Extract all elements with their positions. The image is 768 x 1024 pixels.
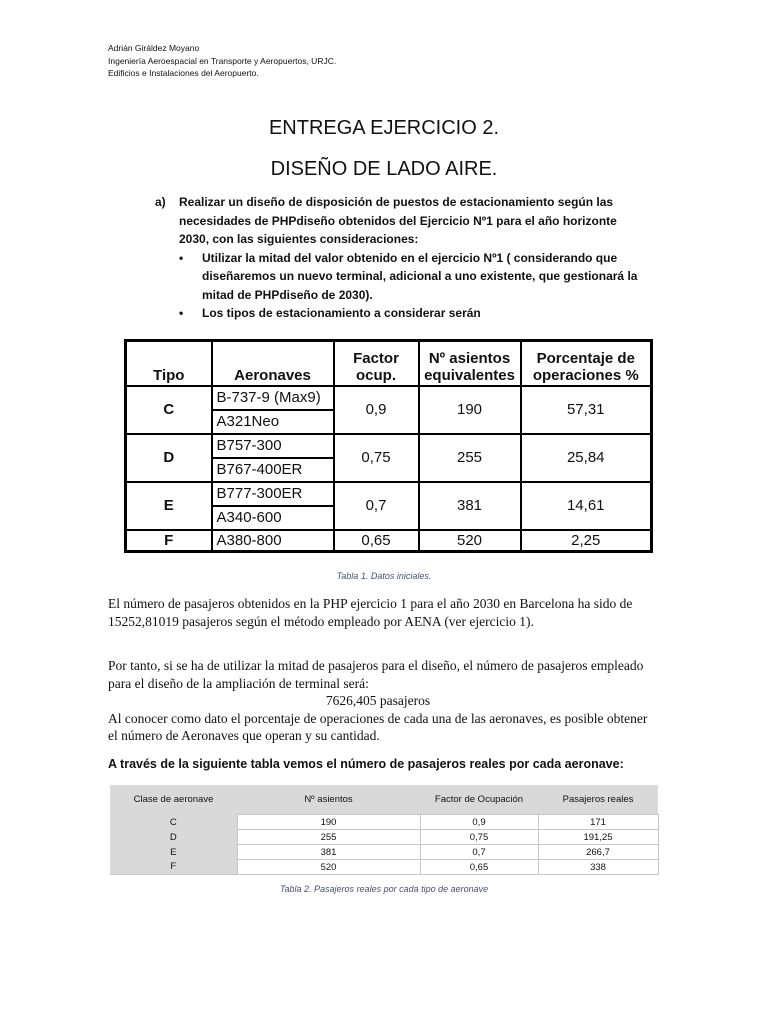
document-header	[108, 42, 336, 80]
aircraft-cell: A340-600	[212, 506, 334, 530]
porcentaje-cell: 57,31	[521, 386, 652, 434]
tipo-cell: E	[126, 482, 212, 530]
aircraft-cell: B-737-9 (Max9)	[212, 386, 334, 410]
asientos-cell: 255	[419, 434, 521, 482]
passengers-cell: 171	[538, 815, 658, 830]
factor-cell: 0,7	[334, 482, 419, 530]
paragraph-1: El número de pasajeros obtenidos en la PHP ejercicio 1 para el año 2030 en Barcelona ha sido de 15252,81019 pasajeros según el método empleado por AENA (ver ejercicio 1).	[108, 596, 633, 629]
list-item	[179, 249, 645, 305]
seats-cell: 520	[237, 860, 420, 875]
factor-cell: 0,7	[420, 845, 538, 860]
section-subhead: A través de la siguiente tabla vemos el número de pasajeros reales por cada aeronave:	[108, 757, 624, 771]
page-subtitle: DISEÑO DE LADO AIRE.	[270, 158, 498, 180]
passengers-cell: 266,7	[538, 845, 658, 860]
header-clase: Clase de aeronave	[110, 785, 237, 815]
paragraph-2: Por tanto, si se ha de utilizar la mitad de pasajeros para el diseño, el número de pasajeros empleado para el diseño de la ampliación de terminal será:	[108, 658, 644, 691]
aircraft-cell: B777-300ER	[212, 482, 334, 506]
seats-cell: 190	[237, 815, 420, 830]
question-block	[155, 193, 645, 323]
passengers-cell: 338	[538, 860, 658, 875]
factor-cell: 0,65	[420, 860, 538, 875]
class-cell: C	[110, 815, 237, 830]
course-name: Edificios e Instalaciones del Aeropuerto.	[108, 68, 259, 78]
header-aeronaves: Aeronaves	[212, 341, 334, 386]
table-row	[126, 386, 652, 410]
header-pasajeros: Pasajeros reales	[538, 785, 658, 815]
real-passengers-table	[110, 785, 659, 875]
factor-cell: 0,75	[420, 830, 538, 845]
table-row	[110, 830, 658, 845]
page-title: ENTREGA EJERCICIO 2.	[268, 117, 500, 139]
author-name: Adrián Giráldez Moyano	[108, 43, 200, 53]
tipo-cell: F	[126, 530, 212, 552]
table-row	[110, 860, 658, 875]
question-letter: a)	[155, 195, 166, 209]
header-asientos: Nº asientos	[237, 785, 420, 815]
asientos-cell: 381	[419, 482, 521, 530]
factor-cell: 0,65	[334, 530, 419, 552]
table-row	[126, 434, 652, 458]
class-cell: D	[110, 830, 237, 845]
bullet-icon: •	[179, 306, 184, 320]
header-porcentaje: Porcentaje de operaciones %	[521, 341, 652, 386]
header-tipo: Tipo	[126, 341, 212, 386]
tipo-cell: D	[126, 434, 212, 482]
tipo-cell: C	[126, 386, 212, 434]
paragraph-2-block	[108, 657, 648, 745]
factor-cell: 0,9	[420, 815, 538, 830]
factor-cell: 0,75	[334, 434, 419, 482]
table-row	[126, 530, 652, 552]
table2-caption: Tabla 2. Pasajeros reales por cada tipo de aeronave	[279, 884, 489, 894]
paragraph-3: Al conocer como dato el porcentaje de operaciones de cada una de las aeronaves, es posible obtener el número de Aeronaves que operan y su cantidad.	[108, 710, 648, 743]
passengers-cell: 191,25	[538, 830, 658, 845]
aircraft-cell: B757-300	[212, 434, 334, 458]
aircraft-cell: A380-800	[212, 530, 334, 552]
porcentaje-cell: 25,84	[521, 434, 652, 482]
header-asientos: Nº asientos equivalentes	[419, 341, 521, 386]
class-cell: E	[110, 845, 237, 860]
bullet-text: Los tipos de estacionamiento a considerar serán	[202, 306, 481, 320]
bullet-list	[155, 249, 645, 323]
bullet-icon: •	[179, 250, 184, 265]
asientos-cell: 190	[419, 386, 521, 434]
passenger-value: 7626,405 pasajeros	[325, 693, 431, 708]
header-factor: Factor ocup.	[334, 341, 419, 386]
table-row	[110, 815, 658, 830]
degree-name: Ingeniería Aeroespacial en Transporte y Aeropuertos, URJC.	[108, 55, 337, 66]
factor-cell: 0,9	[334, 386, 419, 434]
aircraft-types-table	[124, 339, 653, 553]
bullet-text: Utilizar la mitad del valor obtenido en el ejercicio Nº1 ( considerando que diseñaremos un nuevo terminal, adicional a uno existente, que gestionará la mitad de PHPdiseño de 2030).	[202, 250, 638, 302]
aircraft-cell: A321Neo	[212, 410, 334, 434]
porcentaje-cell: 14,61	[521, 482, 652, 530]
class-cell: F	[110, 860, 237, 875]
aircraft-cell: B767-400ER	[212, 458, 334, 482]
asientos-cell: 520	[419, 530, 521, 552]
header-factor: Factor de Ocupación	[420, 785, 538, 815]
list-item	[179, 304, 645, 323]
porcentaje-cell: 2,25	[521, 530, 652, 552]
table-row	[126, 482, 652, 506]
question-text: Realizar un diseño de disposición de puestos de estacionamiento según las necesidades de PHPdiseño obtenidos del Ejercicio Nº1 para el año horizonte 2030, con las siguientes consideraciones:	[179, 195, 617, 246]
table1-caption: Tabla 1. Datos iniciales.	[336, 571, 432, 581]
seats-cell: 255	[237, 830, 420, 845]
seats-cell: 381	[237, 845, 420, 860]
table-row	[110, 845, 658, 860]
